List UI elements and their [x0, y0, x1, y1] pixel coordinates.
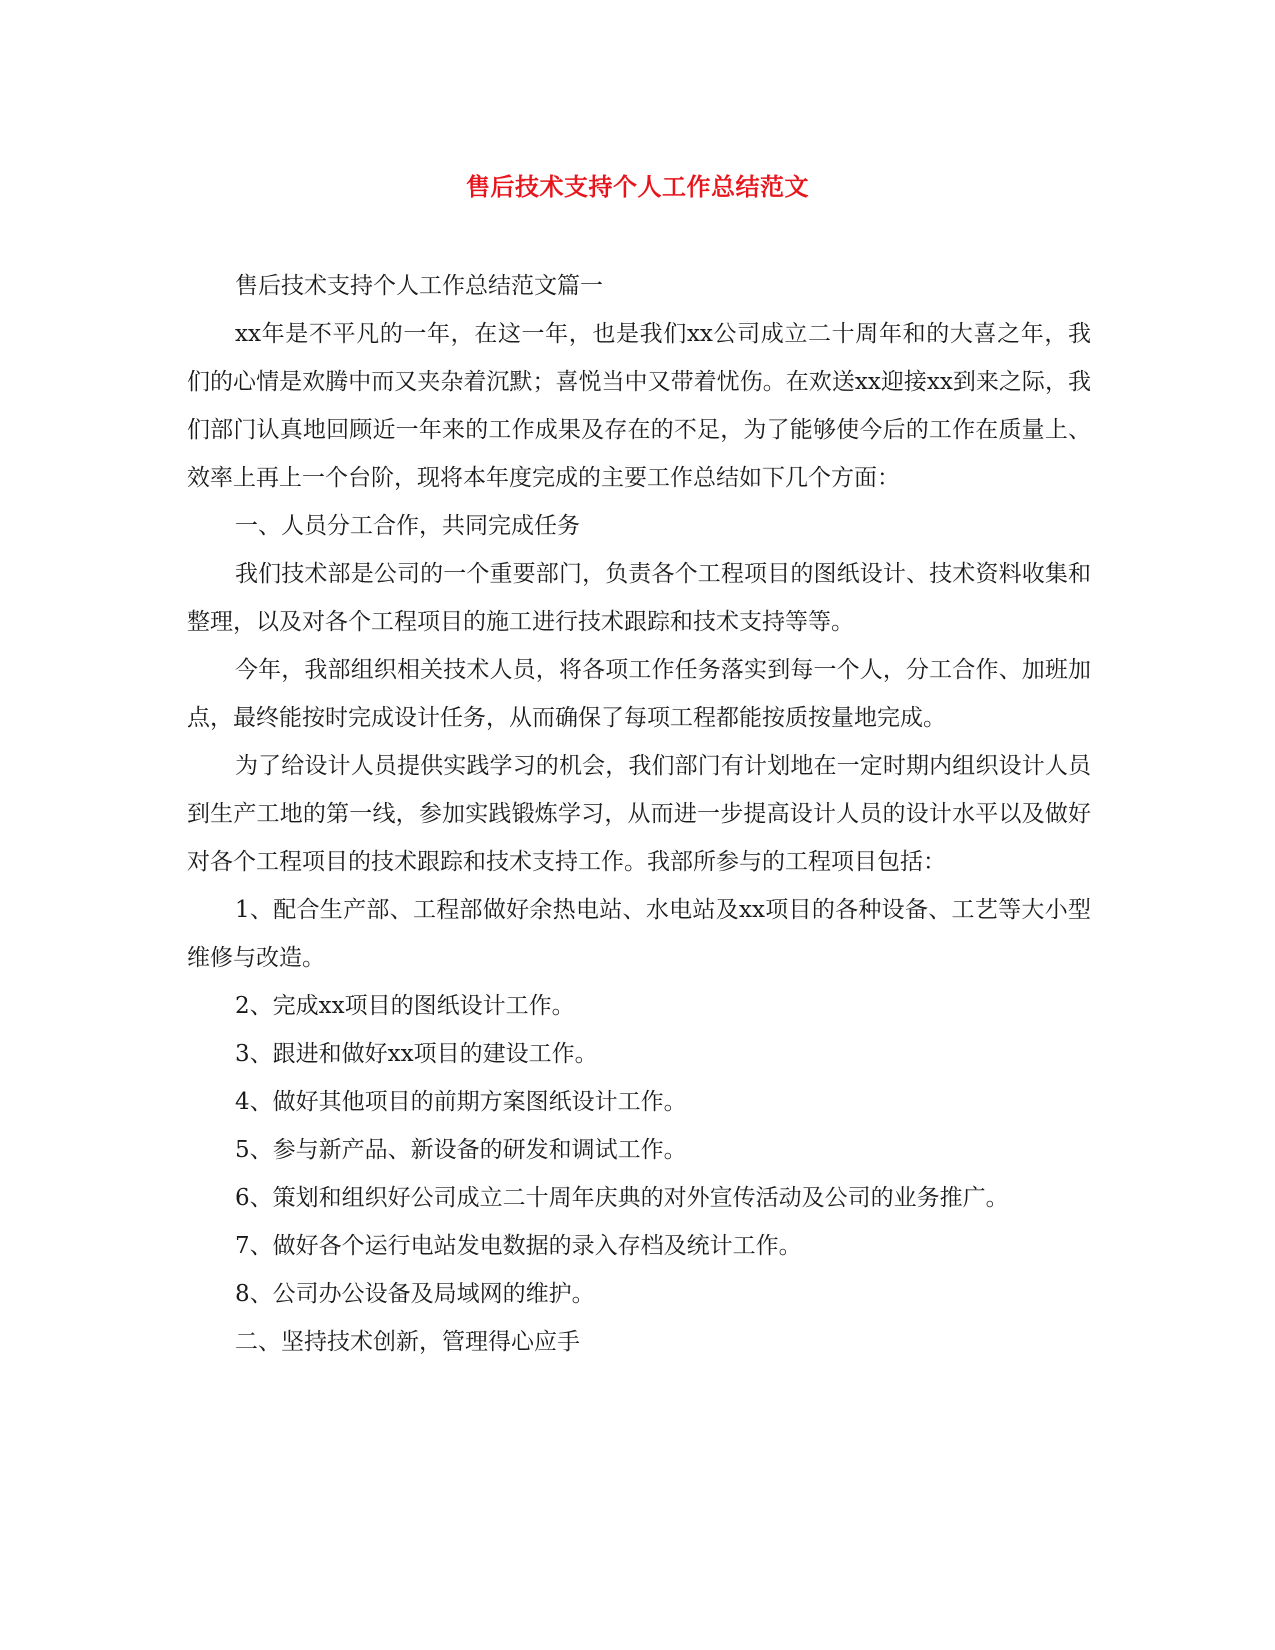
- list-item: 5、参与新产品、新设备的研发和调试工作。: [235, 1137, 687, 1163]
- list-item: 8、公司办公设备及局域网的维护。: [235, 1281, 595, 1307]
- document-body: [187, 262, 1091, 1366]
- section-heading-2: 二、坚持技术创新，管理得心应手: [235, 1329, 580, 1355]
- list-item: 1、配合生产部、工程部做好余热电站、水电站及xx项目的各种设备、工艺等大小型维修与改造。: [187, 897, 1091, 971]
- list-item: 6、策划和组织好公司成立二十周年庆典的对外宣传活动及公司的业务推广。: [235, 1185, 1009, 1211]
- paragraph-intro: xx年是不平凡的一年，在这一年，也是我们xx公司成立二十周年和的大喜之年，我们的心情是欢腾中而又夹杂着沉默；喜悦当中又带着忧伤。在欢送xx迎接xx到来之际，我们部门认真地回顾近一年来的工作成果及存在的不足，为了能够使今后的工作在质量上、效率上再上一个台阶，现将本年度完成的主要工作总结如下几个方面：: [187, 321, 1091, 491]
- document-title: 售后技术支持个人工作总结范文: [466, 172, 809, 201]
- list-item: 7、做好各个运行电站发电数据的录入存档及统计工作。: [235, 1233, 802, 1259]
- list-item: 3、跟进和做好xx项目的建设工作。: [235, 1041, 598, 1067]
- paragraph: 今年，我部组织相关技术人员，将各项工作任务落实到每一个人，分工合作、加班加点，最终能按时完成设计任务，从而确保了每项工程都能按质按量地完成。: [187, 657, 1091, 731]
- list-item: 2、完成xx项目的图纸设计工作。: [235, 993, 575, 1019]
- paragraph: 为了给设计人员提供实践学习的机会，我们部门有计划地在一定时期内组织设计人员到生产工地的第一线，参加实践锻炼学习，从而进一步提高设计人员的设计水平以及做好对各个工程项目的技术跟踪和技术支持工作。我部所参与的工程项目包括：: [187, 753, 1091, 875]
- section-heading-1: 一、人员分工合作，共同完成任务: [235, 513, 580, 539]
- paragraph-subtitle: 售后技术支持个人工作总结范文篇一: [235, 273, 603, 299]
- paragraph: 我们技术部是公司的一个重要部门，负责各个工程项目的图纸设计、技术资料收集和整理，以及对各个工程项目的施工进行技术跟踪和技术支持等等。: [187, 561, 1091, 635]
- list-item: 4、做好其他项目的前期方案图纸设计工作。: [235, 1089, 687, 1115]
